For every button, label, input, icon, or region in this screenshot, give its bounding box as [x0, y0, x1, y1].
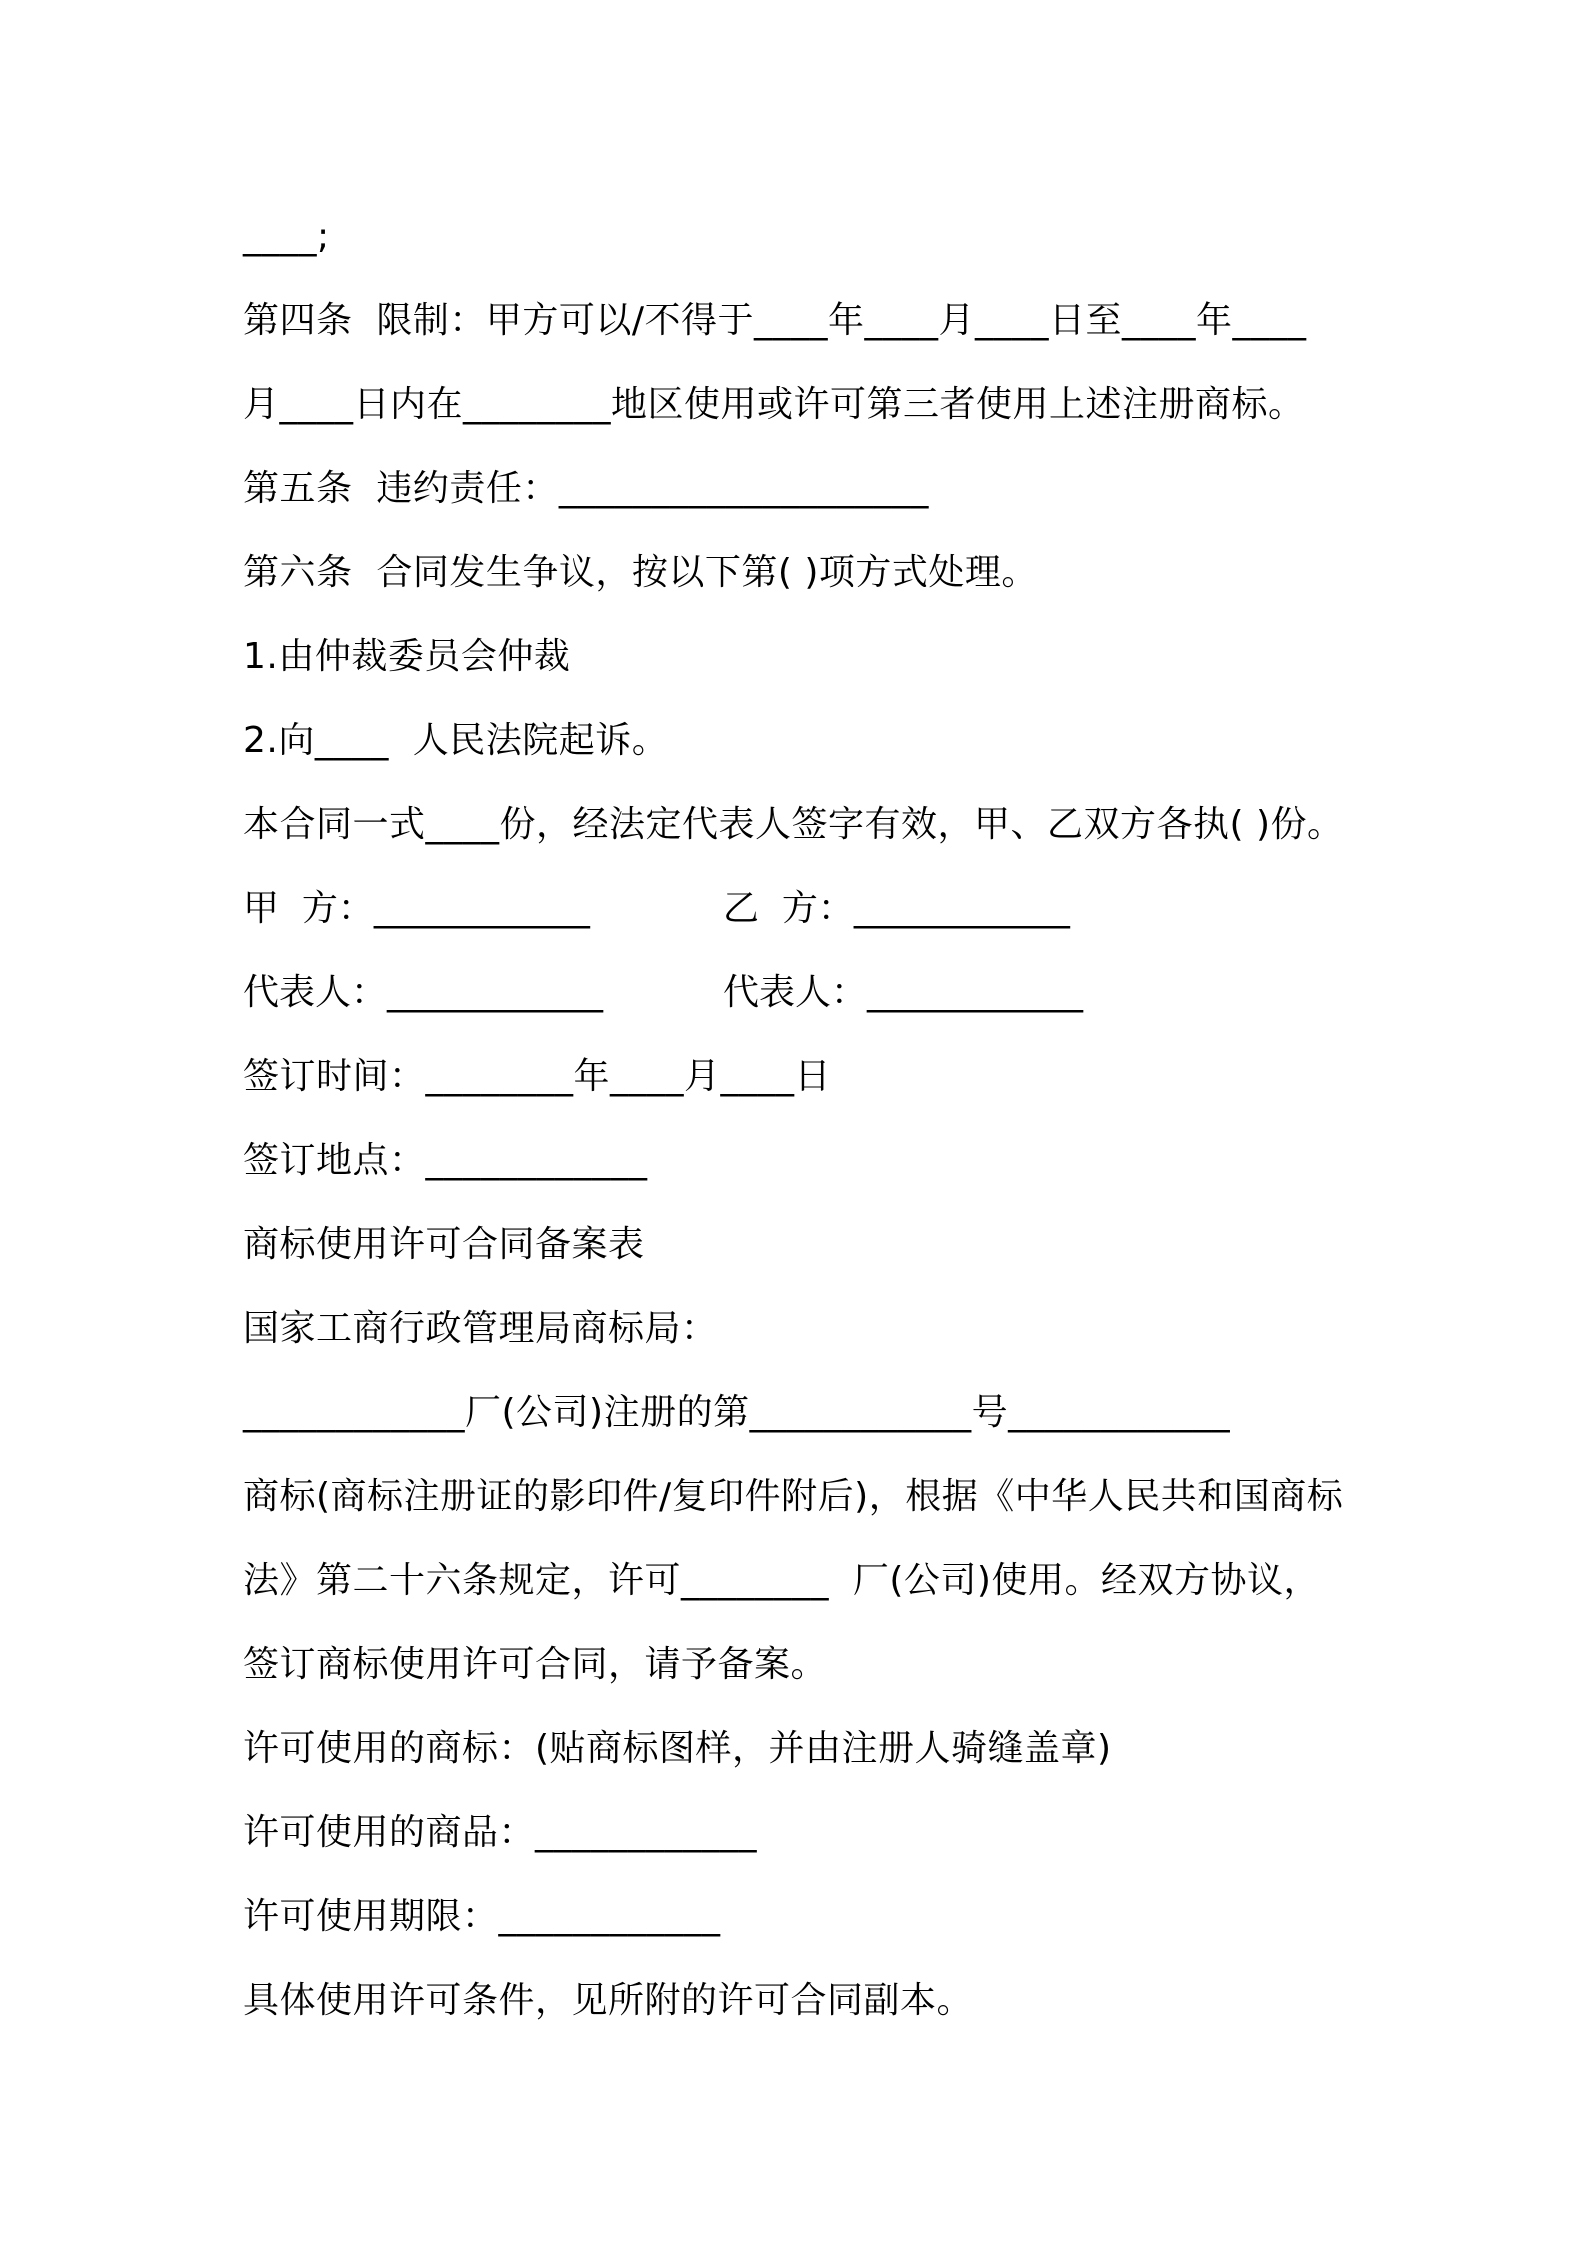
- party-b-representative-field: 代表人：____________: [723, 972, 1084, 1013]
- paragraph-line: 月____日内在________地区使用或许可第三者使用上述注册商标。: [243, 384, 1305, 425]
- closing-line: 具体使用许可条件，见所附的许可合同副本。: [243, 1980, 974, 2021]
- representative-row: [243, 966, 1373, 1050]
- paragraph-line: 第五条 违约责任：____________________: [243, 468, 929, 509]
- paragraph-line: 本合同一式____份，经法定代表人签字有效，甲、乙双方各执( )份。: [243, 804, 1344, 845]
- paragraph-line: 1.由仲裁委员会仲裁: [243, 636, 571, 677]
- sign-date-line: 签订时间：________年____月____日: [243, 1056, 832, 1097]
- paragraph-line: 2.向____ 人民法院起诉。: [243, 720, 669, 761]
- section-title: 商标使用许可合同备案表: [243, 1224, 645, 1265]
- party-a-field: 甲 方：____________: [243, 888, 590, 929]
- paragraph-line: 第六条 合同发生争议，按以下第( )项方式处理。: [243, 552, 1038, 593]
- licensed-trademark-line: 许可使用的商标：(贴商标图样，并由注册人骑缝盖章): [243, 1728, 1112, 1769]
- paragraph-line: 商标(商标注册证的影印件/复印件附后)，根据《中华人民共和国商标: [243, 1476, 1344, 1517]
- party-row: [243, 882, 1373, 966]
- document-body: [243, 210, 1373, 2058]
- sign-place-line: 签订地点：____________: [243, 1140, 648, 1181]
- party-a-representative-field: 代表人：____________: [243, 972, 604, 1013]
- licensed-goods-line: 许可使用的商品：____________: [243, 1812, 758, 1853]
- party-b-field: 乙 方：____________: [723, 888, 1070, 929]
- addressee-line: 国家工商行政管理局商标局：: [243, 1308, 718, 1349]
- paragraph-line: 法》第二十六条规定，许可________ 厂(公司)使用。经双方协议，: [243, 1560, 1320, 1601]
- paragraph-line: 签订商标使用许可合同，请予备案。: [243, 1644, 828, 1685]
- paragraph-line: ____;: [243, 216, 330, 257]
- license-term-line: 许可使用期限：____________: [243, 1896, 721, 1937]
- paragraph-line: 第四条 限制：甲方可以/不得于____年____月____日至____年____: [243, 300, 1307, 341]
- paragraph-line: ____________厂(公司)注册的第____________号____________: [243, 1392, 1231, 1433]
